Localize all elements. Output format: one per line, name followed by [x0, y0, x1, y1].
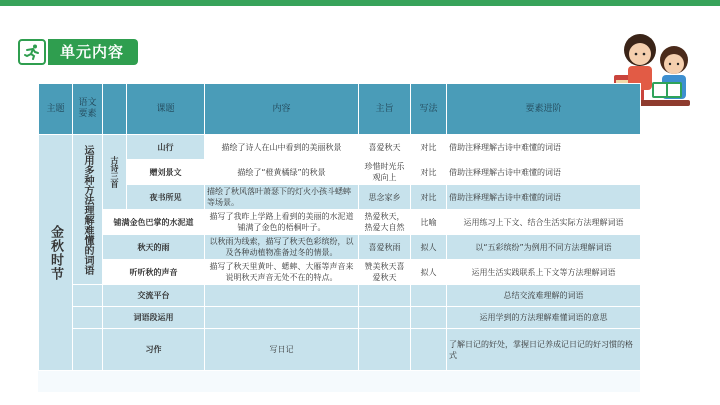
header-method: 写法 — [411, 84, 447, 135]
unit-content-table — [38, 83, 640, 392]
table-row: 铺满金色巴掌的水泥道 描写了我昨上学路上看到的美丽的水泥道铺满了金色的梧桐叶子。 热爱秋天，热爱大自然 比喻 运用练习上下文、结合生活实际方法理解词语 — [39, 210, 641, 235]
table-row: 交流平台 总结交流难理解的词语 — [39, 285, 641, 307]
header-blank — [103, 84, 127, 135]
header-theme: 主题 — [39, 84, 73, 135]
group-cell: 古诗三首 — [103, 135, 127, 210]
blank-cell — [73, 285, 103, 307]
table-row: 夜书所见 描绘了秋风落叶萧瑟下的灯火小孩斗蟋蟀等场景。 思念家乡 对比 借助注释理解古诗中难懂的词语 — [39, 185, 641, 210]
header-topic: 课题 — [127, 84, 205, 135]
blank-cell — [73, 307, 103, 329]
theme-cell: 金秋时节 — [39, 135, 73, 371]
header-element: 语文要素 — [73, 84, 103, 135]
table-row: 金秋时节 运用多种方法理解难懂的词语 古诗三首 山行 描绘了诗人在山中看到的美丽秋景 喜爱秋天 对比 借助注释理解古诗中难懂的词语 — [39, 135, 641, 160]
running-person-icon — [18, 39, 46, 65]
top-accent-bar — [0, 0, 720, 6]
header-gist: 主旨 — [359, 84, 411, 135]
page-title: 单元内容 — [48, 39, 138, 65]
header-content: 内容 — [205, 84, 359, 135]
table-row: 听听秋的声音 描写了秋天里黄叶、蟋蟀、大雁等声音来说明秋天声音无处不在的特点。 赞美秋天喜爱秋天 拟人 运用生活实践联系上下文等方法理解词语 — [39, 260, 641, 285]
table-row: 秋天的雨 以秋雨为线索，描写了秋天色彩缤纷，以及各种动植物准备过冬的情景。 喜爱秋雨 拟人 以“五彩缤纷”为例用不同方法理解词语 — [39, 235, 641, 260]
table-row: 词语段运用 运用学到的方法理解难懂词语的意思 — [39, 307, 641, 329]
table-row: 习作 写日记 了解日记的好处，掌握日记养成记日记的好习惯的格式 — [39, 329, 641, 371]
table-row: 赠刘景文 描绘了“橙黄橘绿”的秋景 珍惜时光乐观向上 对比 借助注释理解古诗中难懂的词语 — [39, 160, 641, 185]
header-progress: 要素进阶 — [447, 84, 641, 135]
element-cell: 运用多种方法理解难懂的词语 — [73, 135, 103, 285]
blank-cell — [73, 329, 103, 371]
table-header-row — [39, 84, 641, 135]
section-title — [18, 38, 138, 66]
